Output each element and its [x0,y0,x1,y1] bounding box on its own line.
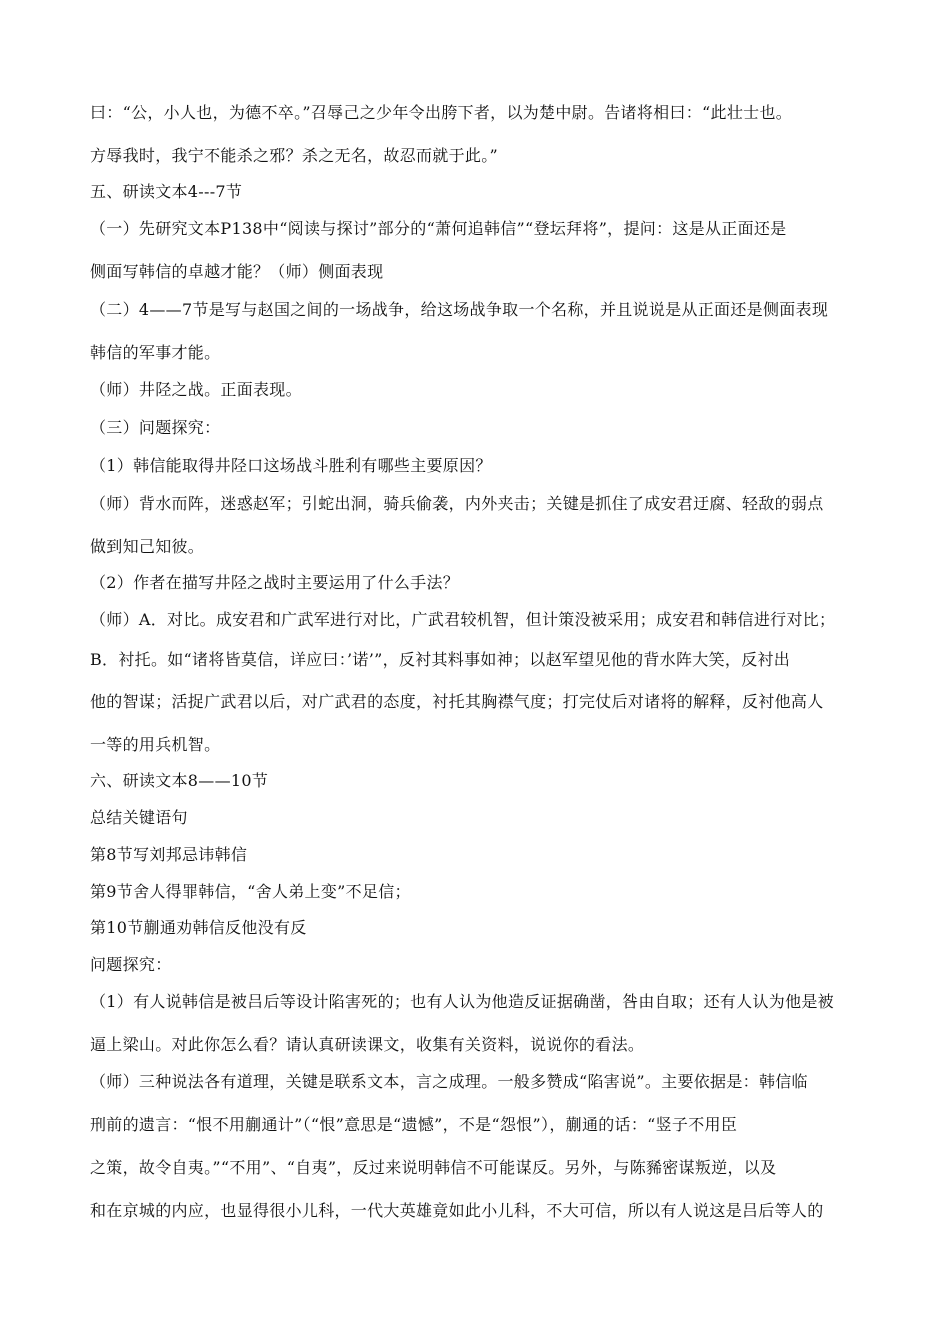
text-line: （1）有人说韩信是被吕后等设计陷害死的；也有人认为他造反证据确凿，咎由自取；还有人认为他是被 [90,992,834,1011]
text-line: （一）先研究文本P138中“阅读与探讨”部分的“萧何追韩信”“登坛拜将”，提问：这是从正面还是 [90,219,787,238]
text-line: 做到知己知彼。 [90,537,205,556]
text-line: （师）A．对比。成安君和广武军进行对比，广武君较机智，但计策没被采用；成安君和韩信进行对比； [90,610,836,629]
text-line: 一等的用兵机智。 [90,735,221,754]
text-line: 刑前的遗言：“恨不用蒯通计”（“恨”意思是“遗憾”，不是“怨恨”），蒯通的话：“竖子不用臣 [90,1115,738,1134]
text-line: 和在京城的内应，也显得很小儿科，一代大英雄竟如此小儿科，不大可信，所以有人说这是吕后等人的 [90,1201,824,1220]
text-line: 问题探究： [90,955,172,974]
text-line: 总结关键语句 [90,808,188,827]
text-line: （2）作者在描写井陉之战时主要运用了什么手法？ [90,573,460,592]
text-line: 方辱我时，我宁不能杀之邪？杀之无名，故忍而就于此。” [90,146,498,165]
text-line: （师）三种说法各有道理，关键是联系文本，言之成理。一般多赞成“陷害说”。主要依据是：韩信临 [90,1072,808,1091]
text-line: 逼上梁山。对此你怎么看？请认真研读课文，收集有关资料，说说你的看法。 [90,1035,645,1054]
text-line: 第9节舍人得罪韩信，“舍人弟上变”不足信； [90,882,411,901]
text-line: 曰：“公，小人也，为德不卒。”召辱己之少年令出胯下者，以为楚中尉。告诸将相曰：“此壮士也。 [90,103,793,122]
text-line: 他的智谋；活捉广武君以后，对广武君的态度，衬托其胸襟气度；打完仗后对诸将的解释，反衬他高人 [90,692,824,711]
text-line: B．衬托。如“诸将皆莫信，详应曰：’诺’”，反衬其料事如神；以赵军望见他的背水阵大笑，反衬出 [90,650,791,669]
text-line: 侧面写韩信的卓越才能？（师）侧面表现 [90,262,384,281]
text-line: 韩信的军事才能。 [90,343,221,362]
text-line: （二）4——7节是写与赵国之间的一场战争，给这场战争取一个名称，并且说说是从正面还是侧面表现 [90,300,829,319]
text-line: （三）问题探究： [90,418,221,437]
text-line: （师）背水而阵，迷惑赵军；引蛇出洞，骑兵偷袭，内外夹击；关键是抓住了成安君迂腐、轻敌的弱点 [90,494,824,513]
text-line: （1）韩信能取得井陉口这场战斗胜利有哪些主要原因？ [90,456,492,475]
text-line: 之策，故令自夷。”“不用”、“自夷”，反过来说明韩信不可能谋反。另外，与陈豨密谋叛逆，以及 [90,1158,777,1177]
text-line: 第10节蒯通劝韩信反他没有反 [90,918,307,937]
text-line: （师）井陉之战。正面表现。 [90,380,302,399]
text-line: 第8节写刘邦忌讳韩信 [90,845,248,864]
section-heading: 六、研读文本8——10节 [90,771,269,790]
section-heading: 五、研读文本4---7节 [90,182,243,201]
